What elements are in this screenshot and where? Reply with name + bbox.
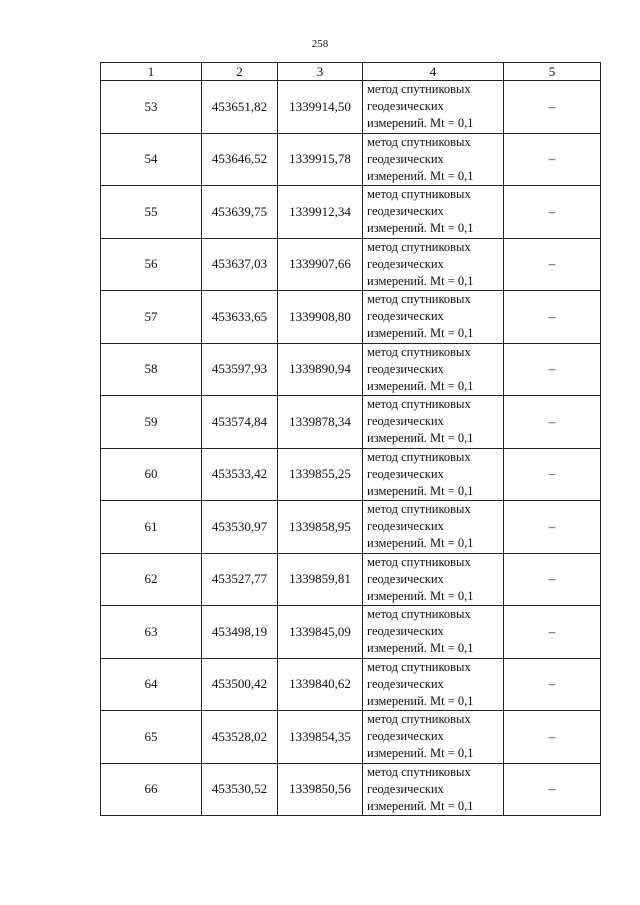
note-cell: – — [504, 711, 601, 764]
method-line: метод спутниковых — [367, 712, 471, 727]
method-line: метод спутниковых — [367, 397, 471, 412]
method-line: метод спутниковых — [367, 134, 471, 149]
header-col-5: 5 — [504, 63, 601, 81]
note-cell: – — [504, 396, 601, 449]
table-row — [101, 606, 601, 659]
method-cell — [363, 711, 504, 764]
method-cell — [363, 658, 504, 711]
y-coordinate-cell: 1339878,34 — [278, 396, 363, 449]
note-cell: – — [504, 81, 601, 134]
page-number: 258 — [311, 38, 329, 50]
method-line: геодезических — [367, 204, 444, 219]
y-coordinate-cell: 1339912,34 — [278, 186, 363, 239]
x-coordinate-cell: 453498,19 — [202, 606, 278, 659]
method-line: измерений. Mt = 0,1 — [367, 116, 474, 131]
method-line: метод спутниковых — [367, 82, 471, 97]
table-row — [101, 448, 601, 501]
x-coordinate-cell: 453574,84 — [202, 396, 278, 449]
point-number-cell: 57 — [101, 291, 202, 344]
method-line: измерений. Mt = 0,1 — [367, 641, 474, 656]
note-cell: – — [504, 553, 601, 606]
method-line: геодезических — [367, 729, 444, 744]
method-line: геодезических — [367, 466, 444, 481]
header-col-4: 4 — [363, 63, 504, 81]
method-line: геодезических — [367, 256, 444, 271]
method-line: метод спутниковых — [367, 292, 471, 307]
method-line: геодезических — [367, 519, 444, 534]
method-cell — [363, 763, 504, 816]
header-row — [101, 63, 601, 81]
x-coordinate-cell: 453651,82 — [202, 81, 278, 134]
point-number-cell: 65 — [101, 711, 202, 764]
method-line: измерений. Mt = 0,1 — [367, 273, 474, 288]
point-number-cell: 60 — [101, 448, 202, 501]
method-line: метод спутниковых — [367, 449, 471, 464]
method-line: метод спутниковых — [367, 187, 471, 202]
y-coordinate-cell: 1339840,62 — [278, 658, 363, 711]
table-row — [101, 343, 601, 396]
table-row — [101, 186, 601, 239]
note-cell: – — [504, 133, 601, 186]
header-col-1: 1 — [101, 63, 202, 81]
method-cell — [363, 501, 504, 554]
point-number-cell: 64 — [101, 658, 202, 711]
method-line: геодезических — [367, 414, 444, 429]
method-cell — [363, 291, 504, 344]
method-line: измерений. Mt = 0,1 — [367, 431, 474, 446]
y-coordinate-cell: 1339855,25 — [278, 448, 363, 501]
x-coordinate-cell: 453527,77 — [202, 553, 278, 606]
x-coordinate-cell: 453597,93 — [202, 343, 278, 396]
note-cell: – — [504, 763, 601, 816]
y-coordinate-cell: 1339850,56 — [278, 763, 363, 816]
method-line: измерений. Mt = 0,1 — [367, 483, 474, 498]
method-line: геодезических — [367, 99, 444, 114]
method-cell — [363, 238, 504, 291]
point-number-cell: 53 — [101, 81, 202, 134]
point-number-cell: 55 — [101, 186, 202, 239]
y-coordinate-cell: 1339915,78 — [278, 133, 363, 186]
x-coordinate-cell: 453500,42 — [202, 658, 278, 711]
method-line: измерений. Mt = 0,1 — [367, 326, 474, 341]
y-coordinate-cell: 1339858,95 — [278, 501, 363, 554]
x-coordinate-cell: 453528,02 — [202, 711, 278, 764]
table-row — [101, 763, 601, 816]
point-number-cell: 62 — [101, 553, 202, 606]
method-cell — [363, 343, 504, 396]
note-cell: – — [504, 343, 601, 396]
method-line: измерений. Mt = 0,1 — [367, 378, 474, 393]
table-row — [101, 501, 601, 554]
method-cell — [363, 186, 504, 239]
method-line: метод спутниковых — [367, 764, 471, 779]
method-line: геодезических — [367, 309, 444, 324]
point-number-cell: 63 — [101, 606, 202, 659]
method-line: геодезических — [367, 361, 444, 376]
y-coordinate-cell: 1339908,80 — [278, 291, 363, 344]
method-line: метод спутниковых — [367, 659, 471, 674]
note-cell: – — [504, 606, 601, 659]
point-number-cell: 66 — [101, 763, 202, 816]
y-coordinate-cell: 1339845,09 — [278, 606, 363, 659]
method-line: измерений. Mt = 0,1 — [367, 588, 474, 603]
table-row — [101, 133, 601, 186]
method-line: метод спутниковых — [367, 502, 471, 517]
point-number-cell: 59 — [101, 396, 202, 449]
table-row — [101, 553, 601, 606]
note-cell: – — [504, 448, 601, 501]
table-row — [101, 291, 601, 344]
method-cell — [363, 396, 504, 449]
method-line: геодезических — [367, 676, 444, 691]
table-row — [101, 711, 601, 764]
method-line: метод спутниковых — [367, 607, 471, 622]
x-coordinate-cell: 453637,03 — [202, 238, 278, 291]
method-cell — [363, 133, 504, 186]
point-number-cell: 56 — [101, 238, 202, 291]
method-line: измерений. Mt = 0,1 — [367, 168, 474, 183]
method-line: геодезических — [367, 624, 444, 639]
x-coordinate-cell: 453646,52 — [202, 133, 278, 186]
y-coordinate-cell: 1339914,50 — [278, 81, 363, 134]
x-coordinate-cell: 453530,52 — [202, 763, 278, 816]
method-line: измерений. Mt = 0,1 — [367, 746, 474, 761]
method-line: метод спутниковых — [367, 239, 471, 254]
method-line: измерений. Mt = 0,1 — [367, 798, 474, 813]
method-cell — [363, 553, 504, 606]
note-cell: – — [504, 186, 601, 239]
note-cell: – — [504, 238, 601, 291]
method-line: геодезических — [367, 571, 444, 586]
point-number-cell: 58 — [101, 343, 202, 396]
method-line: измерений. Mt = 0,1 — [367, 693, 474, 708]
table-row — [101, 238, 601, 291]
point-number-cell: 54 — [101, 133, 202, 186]
point-number-cell: 61 — [101, 501, 202, 554]
method-line: метод спутниковых — [367, 344, 471, 359]
x-coordinate-cell: 453533,42 — [202, 448, 278, 501]
note-cell: – — [504, 658, 601, 711]
method-cell — [363, 448, 504, 501]
y-coordinate-cell: 1339907,66 — [278, 238, 363, 291]
method-cell — [363, 606, 504, 659]
x-coordinate-cell: 453639,75 — [202, 186, 278, 239]
header-col-2: 2 — [202, 63, 278, 81]
method-line: геодезических — [367, 151, 444, 166]
y-coordinate-cell: 1339890,94 — [278, 343, 363, 396]
table-row — [101, 658, 601, 711]
method-line: метод спутниковых — [367, 554, 471, 569]
coordinates-table — [100, 62, 601, 816]
method-cell — [363, 81, 504, 134]
x-coordinate-cell: 453633,65 — [202, 291, 278, 344]
note-cell: – — [504, 291, 601, 344]
y-coordinate-cell: 1339854,35 — [278, 711, 363, 764]
header-col-3: 3 — [278, 63, 363, 81]
x-coordinate-cell: 453530,97 — [202, 501, 278, 554]
table-row — [101, 396, 601, 449]
table-row — [101, 81, 601, 134]
method-line: измерений. Mt = 0,1 — [367, 536, 474, 551]
y-coordinate-cell: 1339859,81 — [278, 553, 363, 606]
method-line: измерений. Mt = 0,1 — [367, 221, 474, 236]
note-cell: – — [504, 501, 601, 554]
method-line: геодезических — [367, 781, 444, 796]
